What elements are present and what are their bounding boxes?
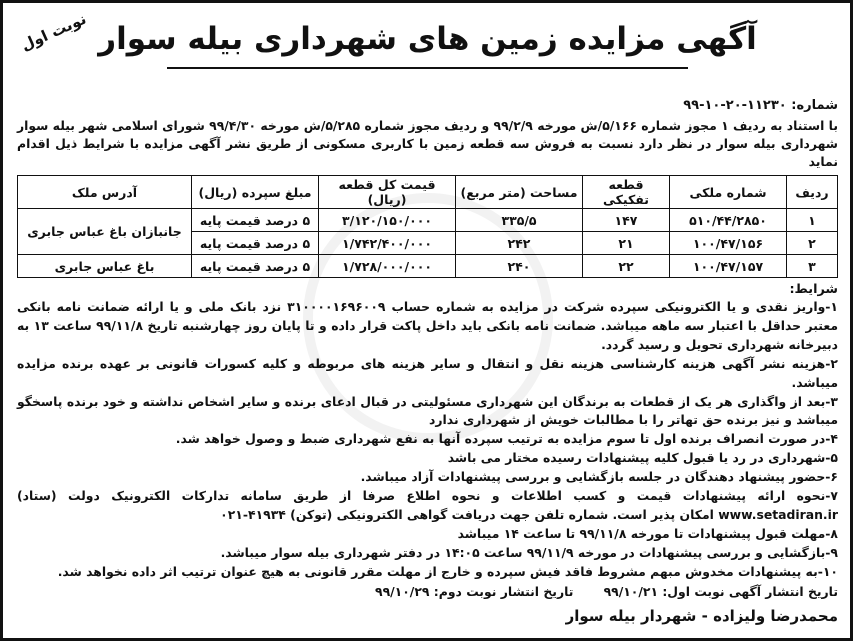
table-cell: ۳	[787, 255, 838, 278]
col-header: قطعه تفکیکی	[583, 176, 670, 209]
table-row	[18, 209, 838, 232]
table-row	[18, 255, 838, 278]
col-header: شماره ملکی	[670, 176, 787, 209]
condition-item: ۶-حضور پیشنهاد دهندگان در جلسه بازگشایی و بررسی پیشنهادات آزاد میباشد.	[360, 469, 838, 485]
title-underline	[167, 67, 688, 69]
condition-item: ۳-بعد از واگذاری هر یک از قطعات به برندگان این شهرداری مسئولیتی در قبال ادعای برنده و سایر اشخاص نداشته و خود برنده پاسخگو میباشد و نیز برنده حق تهاتر را با مطالبات خویش از شهرداری ندارد	[17, 393, 838, 428]
notice-header	[17, 9, 838, 77]
intro-paragraph: با استناد به ردیف ۱ مجوز شماره ۵/۱۶۶/ش مورخه ۹۹/۲/۹ و ردیف مجوز شماره ۵/۲۸۵/ش مورخه ۹۹/۴/۳۰ شورای اسلامی شهر بیله سوار شهرداری بیله سوار در نظر دارد نسبت به فروش سه قطعه زمین با کاربری مسکونی از طریق نشر آگهی مزایده با شرایط ذیل اقدام نماید	[17, 118, 838, 169]
reference-number: شماره: ۱۱۲۳۰-۲۰-۱۰-۹۹	[683, 98, 838, 113]
edition-stamp: نوبت اول	[18, 9, 89, 55]
table-cell: ۱	[787, 209, 838, 232]
publication-dates	[17, 582, 838, 601]
mayor-signature: محمدرضا ولیزاده - شهردار بیله سوار	[565, 606, 838, 625]
table-cell: ۲	[787, 232, 838, 255]
table-header-row	[18, 176, 838, 209]
table-cell: ۲۴۰	[456, 255, 583, 278]
table-cell: ۳۳۵/۵	[456, 209, 583, 232]
table-cell: ۱۰۰/۴۷/۱۵۷	[670, 255, 787, 278]
table-cell: ۵ درصد قیمت پایه	[192, 232, 319, 255]
col-header: مبلغ سپرده (ریال)	[192, 176, 319, 209]
table-cell: ۵ درصد قیمت پایه	[192, 209, 319, 232]
table-cell: ۱/۷۴۲/۴۰۰/۰۰۰	[319, 232, 456, 255]
condition-item: ۱-واریز نقدی و یا الکترونیکی سپرده شرکت در مزایده به شماره حساب ۳۱۰۰۰۰۱۶۹۶۰۰۹ نزد بانک ملی و یا ارائه ضمانت نامه بانکی معتبر حداقل با اعتبار سه ماهه میباشد. ضمانت نامه بانکی باید داخل پاکت قرار داده و تا پایان روز چهارشنبه تاریخ ۹۹/۱۱/۸ ساعت ۱۳ به دبیرخانه شهرداری تحویل و رسید گردد.	[17, 299, 838, 352]
lots-table	[17, 175, 838, 278]
condition-item: ۸-مهلت قبول پیشنهادات تا مورخه ۹۹/۱۱/۸ تا ساعت ۱۴ میباشد	[457, 525, 838, 541]
condition-item: ۲-هزینه نشر آگهی هزینه کارشناسی هزینه نقل و انتقال و سایر هزینه های مربوطه و کلیه کسورات قانونی بر عهده برنده مزایده میباشد.	[17, 355, 838, 390]
notice-title: آگهی مزایده زمین های شهرداری بیله سوار	[98, 21, 757, 57]
table-cell: ۵۱۰/۴۴/۲۸۵۰	[670, 209, 787, 232]
conditions-heading: شرایط:	[789, 282, 838, 297]
col-header: قیمت کل قطعه (ریال)	[319, 176, 456, 209]
table-cell: ۵ درصد قیمت پایه	[192, 255, 319, 278]
table-cell: ۱/۷۲۸/۰۰۰/۰۰۰	[319, 255, 456, 278]
condition-item: ۴-در صورت انصراف برنده اول تا سوم مزایده به ترتیب سپرده آنها به نفع شهرداری ضبط و وصول خواهد شد.	[175, 431, 838, 447]
col-header: مساحت (متر مربع)	[456, 176, 583, 209]
condition-item: ۱۰-به پیشنهادات مخدوش مبهم مشروط فاقد فیش سپرده و خارج از مهلت مقرر قانونی به هیچ عنوان ترتیب اثر داده نخواهد شد.	[57, 563, 838, 579]
conditions-list	[17, 298, 838, 582]
first-publication-date: تاریخ انتشار آگهی نوبت اول: ۹۹/۱۰/۲۱	[603, 583, 838, 599]
table-cell: ۱۰۰/۴۷/۱۵۶	[670, 232, 787, 255]
table-cell: ۱۴۷	[583, 209, 670, 232]
table-cell: جانبازان باغ عباس جابری	[18, 209, 192, 255]
condition-item: ۷-نحوه ارائه پیشنهادات قیمت و کسب اطلاعات و نحوه اطلاع صرفا از طریق سامانه تدارکات الکترونیک دولت (ستاد) www.setadiran.ir امکان پذیر است. شماره تلفن جهت دریافت گواهی الکترونیکی (توکن) ۴۱۹۳۴-۰۲۱	[17, 488, 838, 522]
table-cell: باغ عباس جابری	[18, 255, 192, 278]
condition-item: ۵-شهرداری در رد یا قبول کلیه پیشنهادات رسیده مختار می باشد	[447, 450, 838, 466]
table-cell: ۲۱	[583, 232, 670, 255]
col-header: ردیف	[787, 176, 838, 209]
table-cell: ۲۴۲	[456, 232, 583, 255]
table-cell: ۳/۱۲۰/۱۵۰/۰۰۰	[319, 209, 456, 232]
table-cell: ۲۲	[583, 255, 670, 278]
condition-item: ۹-بازگشایی و بررسی پیشنهادات در مورخه ۹۹/۱۱/۹ ساعت ۱۴:۰۵ در دفتر شهرداری بیله سوار میباشد.	[220, 544, 838, 560]
col-header: آدرس ملک	[18, 176, 192, 209]
second-publication-date: تاریخ انتشار نوبت دوم: ۹۹/۱۰/۲۹	[375, 583, 574, 599]
